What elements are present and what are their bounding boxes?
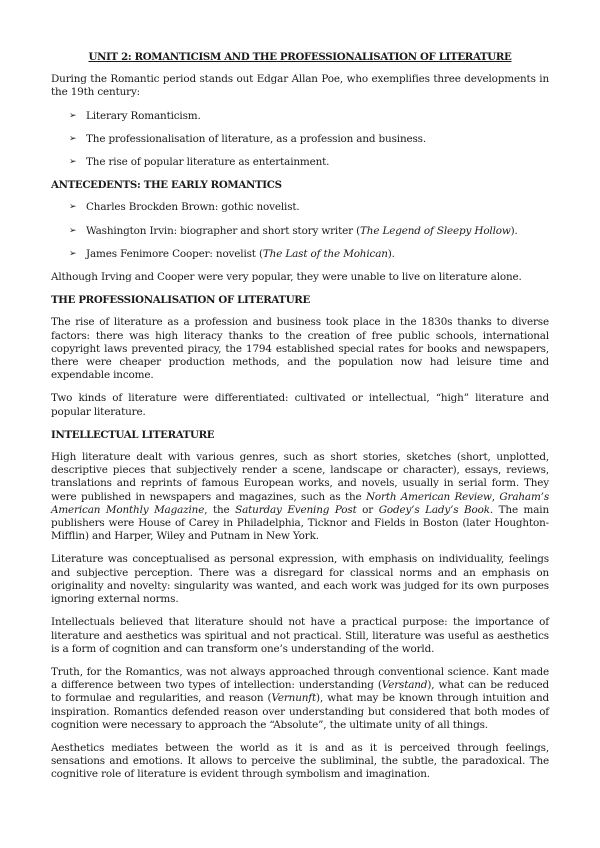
list-item: ➢ James Fenimore Cooper: novelist (The Last of the Mohican). xyxy=(69,247,395,260)
antecedents-list xyxy=(51,201,549,261)
section-heading-intellectual: INTELLECTUAL LITERATURE xyxy=(51,428,215,441)
document-page xyxy=(51,51,549,792)
paragraph: Two kinds of literature were differentiated: cultivated or intellectual, “high” literature and popular literature. xyxy=(51,392,549,418)
list-item: ➢ Charles Brockden Brown: gothic novelist. xyxy=(69,201,300,214)
paragraph: Aesthetics mediates between the world as it is and as it is perceived through feelings, sensations and emotions. It allows to perceive the subliminal, the subtle, the paradoxical. The cognitive role of literature is evident through symbolism and imagination. xyxy=(51,741,549,781)
list-item: ➢ The professionalisation of literature, as a profession and business. xyxy=(69,132,427,145)
paragraph: High literature dealt with various genres, such as short stories, sketches (short, unplotted, descriptive pieces that subjectively render a scene, landscape or character), essays, reviews, translations and reprints of famous European works, and novels, usually in serial form. They were published in newspapers and magazines, such as the North American Review, Graham’s American Monthly Magazine, the Saturday Evening Post or Godey’s Lady’s Book. The main publishers were House of Carey in Philadelphia, Ticknor and Fields in Boston (later Houghton-Mifflin) and Harper, Wiley and Putnam in New York. xyxy=(51,451,550,543)
antecedents-closing: Although Irving and Cooper were very popular, they were unable to live on literature alone. xyxy=(51,271,522,284)
list-item: ➢ Washington Irvin: biographer and short story writer (The Legend of Sleepy Hollow). xyxy=(69,224,518,237)
section-heading-professionalisation: THE PROFESSIONALISATION OF LITERATURE xyxy=(51,294,310,307)
arrow-bullet-icon: ➢ xyxy=(69,133,77,144)
paragraph: Truth, for the Romantics, was not always approached through conventional science. Kant made a difference between two types of intellection: understanding (Verstand), what can be reduced to formulae and regularities, and reason (Vernunft), what may be known through intuition and inspiration. Romantics defended reason over understanding but considered that both modes of cognition were necessary to approach the “Absolute”, the ultimate unity of all things. xyxy=(51,665,549,731)
paragraph: Intellectuals believed that literature should not have a practical purpose: the importance of literature and aesthetics was spiritual and not practical. Still, literature was useful as aesthetics is a form of cognition and can transform one’s understanding of the world. xyxy=(51,616,549,655)
arrow-bullet-icon: ➢ xyxy=(69,202,77,213)
paragraph: Literature was conceptualised as personal expression, with emphasis on individuality, feelings and subjective perception. There was a disregard for classical norms and an emphasis on originality and novelty: singularity was wanted, and each work was judged for its own purposes ignoring external norms. xyxy=(51,553,549,606)
arrow-bullet-icon: ➢ xyxy=(69,110,77,121)
section-heading-antecedents: ANTECEDENTS: THE EARLY ROMANTICS xyxy=(51,179,282,192)
page-title: UNIT 2: ROMANTICISM AND THE PROFESSIONALISATION OF LITERATURE xyxy=(88,51,512,63)
developments-list xyxy=(51,110,549,170)
arrow-bullet-icon: ➢ xyxy=(69,248,77,259)
paragraph: The rise of literature as a profession and business took place in the 1830s thanks to diverse factors: there was high literacy thanks to the creation of free public schools, international copyright laws prevented piracy, the 1794 established special rates for books and newspapers, there were cheaper production methods, and the population now had leisure time and expendable income. xyxy=(51,316,549,382)
intro-paragraph: During the Romantic period stands out Edgar Allan Poe, who exemplifies three developments in the 19th century: xyxy=(51,73,549,99)
list-item: ➢ Literary Romanticism. xyxy=(69,109,201,122)
arrow-bullet-icon: ➢ xyxy=(69,157,77,168)
list-item: ➢ The rise of popular literature as entertainment. xyxy=(69,156,330,169)
work-title: The Last of the Mohican xyxy=(262,247,388,260)
arrow-bullet-icon: ➢ xyxy=(69,225,77,236)
work-title: The Legend of Sleepy Hollow xyxy=(360,224,511,237)
